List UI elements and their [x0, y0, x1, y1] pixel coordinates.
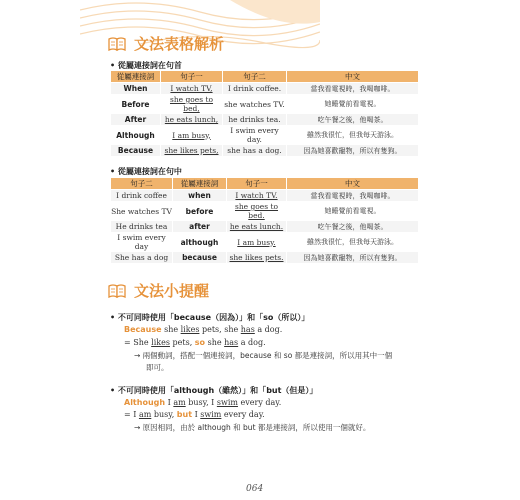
page-number: 064 [246, 484, 264, 494]
table-cell: 當我看電視時，我喝咖啡。 [287, 190, 419, 201]
table-cell: Although [111, 126, 161, 144]
open-book-icon [108, 284, 126, 298]
table-cell: he eats lunch, [164, 115, 219, 124]
table-cell: she goes to bed. [234, 202, 279, 220]
reminder-1-note: → 兩個動詞，搭配一個連接詞，because 和 so 都是連接詞，所以用其中一個 [134, 351, 393, 360]
table-cell: When [111, 83, 161, 94]
reminder-2-note: → 原因相同，由於 although 和 but 都是連接詞，所以使用一個就好。 [134, 423, 371, 432]
table-header: 中文 [287, 71, 419, 82]
table1-label: • 從屬連接詞在句首 [110, 61, 182, 70]
table-cell: She has a dog [111, 252, 173, 263]
reminder-1-example-1: Because she likes pets, she has a dog. [124, 325, 283, 334]
table-cell: 吃午餐之後，他喝茶。 [287, 221, 419, 232]
table-row [111, 83, 419, 94]
reminder-2-example-2: = I am busy, but I swim every day. [124, 410, 265, 419]
table-cell: I drink coffee [111, 190, 173, 201]
table-cell: when [173, 190, 227, 201]
table-cell: I drink coffee. [223, 83, 287, 94]
table-cell: 她睡覺前看電視。 [287, 95, 419, 113]
table-cell: Before [111, 95, 161, 113]
table-cell: because [173, 252, 227, 263]
table-header: 句子二 [111, 178, 173, 189]
table-cell: she watches TV. [223, 95, 287, 113]
table-cell: I watch TV. [235, 191, 278, 200]
table-row [111, 233, 419, 251]
table-cell: Because [111, 145, 161, 156]
table-cell: he eats lunch. [229, 222, 284, 231]
table-row [111, 95, 419, 113]
reminder-2-example-1: Although I am busy, I swim every day. [124, 398, 282, 407]
table-cell: I swim every day. [223, 126, 287, 144]
table-header-row [111, 178, 419, 189]
table2-label: • 從屬連接詞在句中 [110, 167, 182, 176]
table-cell: She watches TV [111, 202, 173, 220]
table-header: 句子一 [161, 71, 223, 82]
table-cell: 因為她喜歡寵物，所以有隻狗。 [287, 252, 419, 263]
table-header-row [111, 71, 419, 82]
reminder-1-note-cont: 即可。 [146, 363, 169, 372]
table-header: 句子一 [227, 178, 287, 189]
table-cell: although [173, 233, 227, 251]
section-title-reminder [108, 280, 209, 301]
table-cell: 她睡覺前看電視。 [287, 202, 419, 220]
table-cell: 雖然我很忙，但我每天游泳。 [287, 126, 419, 144]
section-title-table [108, 33, 224, 54]
table-row [111, 126, 419, 144]
table-cell: before [173, 202, 227, 220]
table-row [111, 190, 419, 201]
grammar-table-1 [111, 70, 419, 157]
reminder-1-example-2: = She likes pets, so she has a dog. [124, 338, 266, 347]
section-title-text: 文法小提醒 [134, 282, 210, 300]
table-row [111, 252, 419, 263]
table-row [111, 202, 419, 220]
table-row [111, 145, 419, 156]
table-cell: 雖然我很忙，但我每天游泳。 [287, 233, 419, 251]
table-cell: After [111, 114, 161, 125]
table-cell: I am busy, [172, 130, 211, 140]
reminder-1-bullet: • 不可同時使用「because（因為）」和「so（所以）」 [110, 313, 310, 322]
table-cell: she has a dog. [223, 145, 287, 156]
table-cell: 當我看電視時，我喝咖啡。 [287, 83, 419, 94]
table-cell: I watch TV, [170, 84, 213, 93]
table-cell: she likes pets, [164, 146, 219, 155]
table-cell: after [173, 221, 227, 232]
table-header: 從屬連接詞 [173, 178, 227, 189]
table-cell: I am busy. [237, 237, 276, 247]
table-cell: 吃午餐之後，他喝茶。 [287, 114, 419, 125]
table-row [111, 221, 419, 232]
table-header: 從屬連接詞 [111, 71, 161, 82]
section-title-text: 文法表格解析 [134, 35, 225, 53]
table-header: 句子二 [223, 71, 287, 82]
table-cell: 因為她喜歡寵物，所以有隻狗。 [287, 145, 419, 156]
table-header: 中文 [287, 178, 419, 189]
table-cell: he drinks tea. [223, 114, 287, 125]
table-cell: I swim every day [111, 233, 173, 251]
table-row [111, 114, 419, 125]
reminder-2-bullet: • 不可同時使用「although（雖然）」和「but（但是）」 [110, 386, 318, 395]
table-cell: she likes pets. [229, 253, 284, 262]
table-cell: He drinks tea [111, 221, 173, 232]
table-cell: she goes to bed, [169, 95, 214, 113]
grammar-table-2 [111, 177, 419, 264]
open-book-icon [108, 37, 126, 51]
